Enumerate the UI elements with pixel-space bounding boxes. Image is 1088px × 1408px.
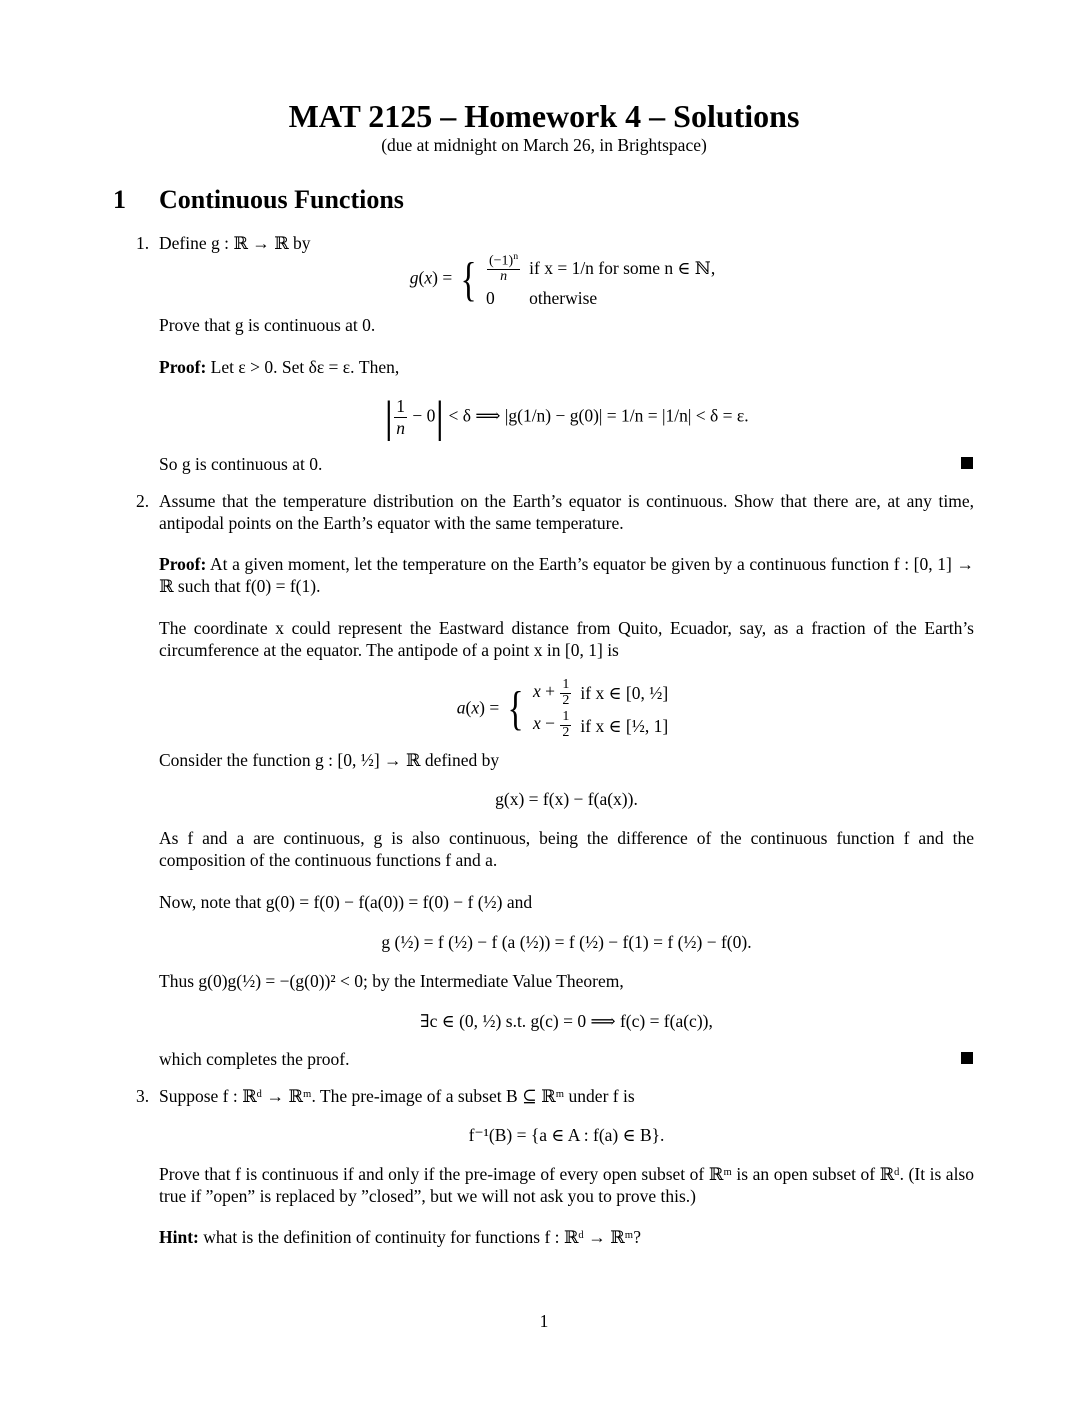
proof-equation-text: < δ ⟹ |g(1/n) − g(0)| = 1/n = |1/n| < δ = ε. [448, 405, 749, 426]
antipode-cases: x + $\frac{1}{2}$ if x ∈ [0, ½] x − $\frac{1}{2}$ if x ∈ [½, 1] [531, 676, 676, 743]
page-title: MAT 2125 – Homework 4 – Solutions [288, 98, 800, 134]
problem-2-proof [159, 553, 974, 597]
proof-label: Proof: [159, 554, 207, 574]
section-number: 1 [113, 185, 126, 214]
section-title: Continuous Functions [159, 185, 404, 214]
problem-2-number: 2. [136, 491, 150, 511]
case-1-condition: if x = 1/n for some n ∈ ℕ, [529, 257, 716, 278]
antipode-case-2-condition: if x ∈ [½, 1] [580, 715, 669, 736]
g-definition: g(x) = f(x) − f(a(x)). [495, 789, 638, 809]
problem-2-consider: Consider the function g : [0, ½] → ℝ defined by [159, 750, 500, 770]
problem-2-completes: which completes the proof. [159, 1049, 350, 1069]
antipode-case-1-condition: if x ∈ [0, ½] [580, 683, 669, 704]
problem-1-prove: Prove that g is continuous at 0. [159, 315, 376, 335]
page-subtitle: (due at midnight on March 26, in Brightspace) [381, 135, 707, 155]
problem-2-now-note: Now, note that g(0) = f(0) − f(a(0)) = f(0) − f (½) and [159, 892, 533, 912]
case-2-value: 0 [486, 288, 495, 309]
problem-1-piecewise: g(x) = { $\frac{(-1)^n}{n}$ if x = 1/n for some n ∈ ℕ, 0 otherwise [159, 248, 974, 304]
page-number: 1 [539, 1311, 549, 1331]
problem-3-statement: Suppose f : ℝᵈ → ℝᵐ. The pre-image of a subset B ⊆ ℝᵐ under f is [159, 1086, 635, 1106]
problem-1-number: 1. [136, 233, 150, 253]
piecewise-cases: $\frac{(-1)^n}{n}$ if x = 1/n for some n ∈ ℕ, 0 otherwise [484, 248, 723, 311]
case-2-condition: otherwise [529, 288, 598, 309]
problem-1-proof-equation: | $\frac{1}{n}$ − 0| < δ ⟹ |g(1/n) − g(0)| = 1/n = |1/n| < δ = ε. [384, 392, 749, 442]
proof-text: Let ε > 0. Set δε = ε. Then, [210, 357, 400, 377]
hint-label: Hint: [159, 1227, 199, 1247]
problem-2-thus: Thus g(0)g(½) = −(g(0))² < 0; by the Intermediate Value Theorem, [159, 971, 624, 991]
proof-text: At a given moment, let the temperature on the Earth’s equator be given by a continuous function f : [0, 1] → ℝ such that f(0) = f(1). [159, 554, 974, 596]
problem-2-statement: Assume that the temperature distribution on the Earth’s equator is continuous. Show that there are, at any time, antipodal points on the Earth’s equator with the same temperature. [159, 491, 974, 533]
section-heading [113, 184, 404, 216]
problem-2-coordinate-text: The coordinate x could represent the Eastward distance from Quito, Ecuador, say, as a fraction of the Earth’s circumference at the equator. The antipode of a point x in [0, 1] is [159, 618, 974, 660]
problem-1-proof [159, 356, 974, 378]
problem-1-conclusion: So g is continuous at 0. [159, 454, 323, 474]
problem-3-prove: Prove that f is continuous if and only if the pre-image of every open subset of ℝᵐ is an open subset of ℝᵈ. (It is also true if ”open” is replaced by ”closed”, but we will not ask you to prove this.) [159, 1164, 974, 1206]
qed-symbol [961, 457, 973, 469]
hint-text: what is the definition of continuity for functions f : ℝᵈ → ℝᵐ? [203, 1227, 641, 1247]
problem-3-number: 3. [136, 1086, 150, 1106]
proof-label: Proof: [159, 357, 207, 377]
problem-3-hint [159, 1226, 974, 1248]
problem-2-continuity: As f and a are continuous, g is also continuous, being the difference of the continuous function f and the composition of the continuous functions f and a. [159, 828, 974, 870]
ivt-existence: ∃c ∈ (0, ½) s.t. g(c) = 0 ⟹ f(c) = f(a(c)), [420, 1011, 713, 1031]
preimage-definition: f⁻¹(B) = {a ∈ A : f(a) ∈ B}. [468, 1125, 665, 1145]
qed-symbol [961, 1052, 973, 1064]
g-half-equation: g (½) = f (½) − f (a (½)) = f (½) − f(1) = f (½) − f(0). [381, 932, 752, 952]
problem-1-intro: Define g : ℝ → ℝ by [159, 233, 311, 253]
antipode-definition: a(x) = { x + $\frac{1}{2}$ if x ∈ [0, ½] x − $\frac{1}{2}$ if x ∈ [½, 1] [159, 676, 974, 730]
